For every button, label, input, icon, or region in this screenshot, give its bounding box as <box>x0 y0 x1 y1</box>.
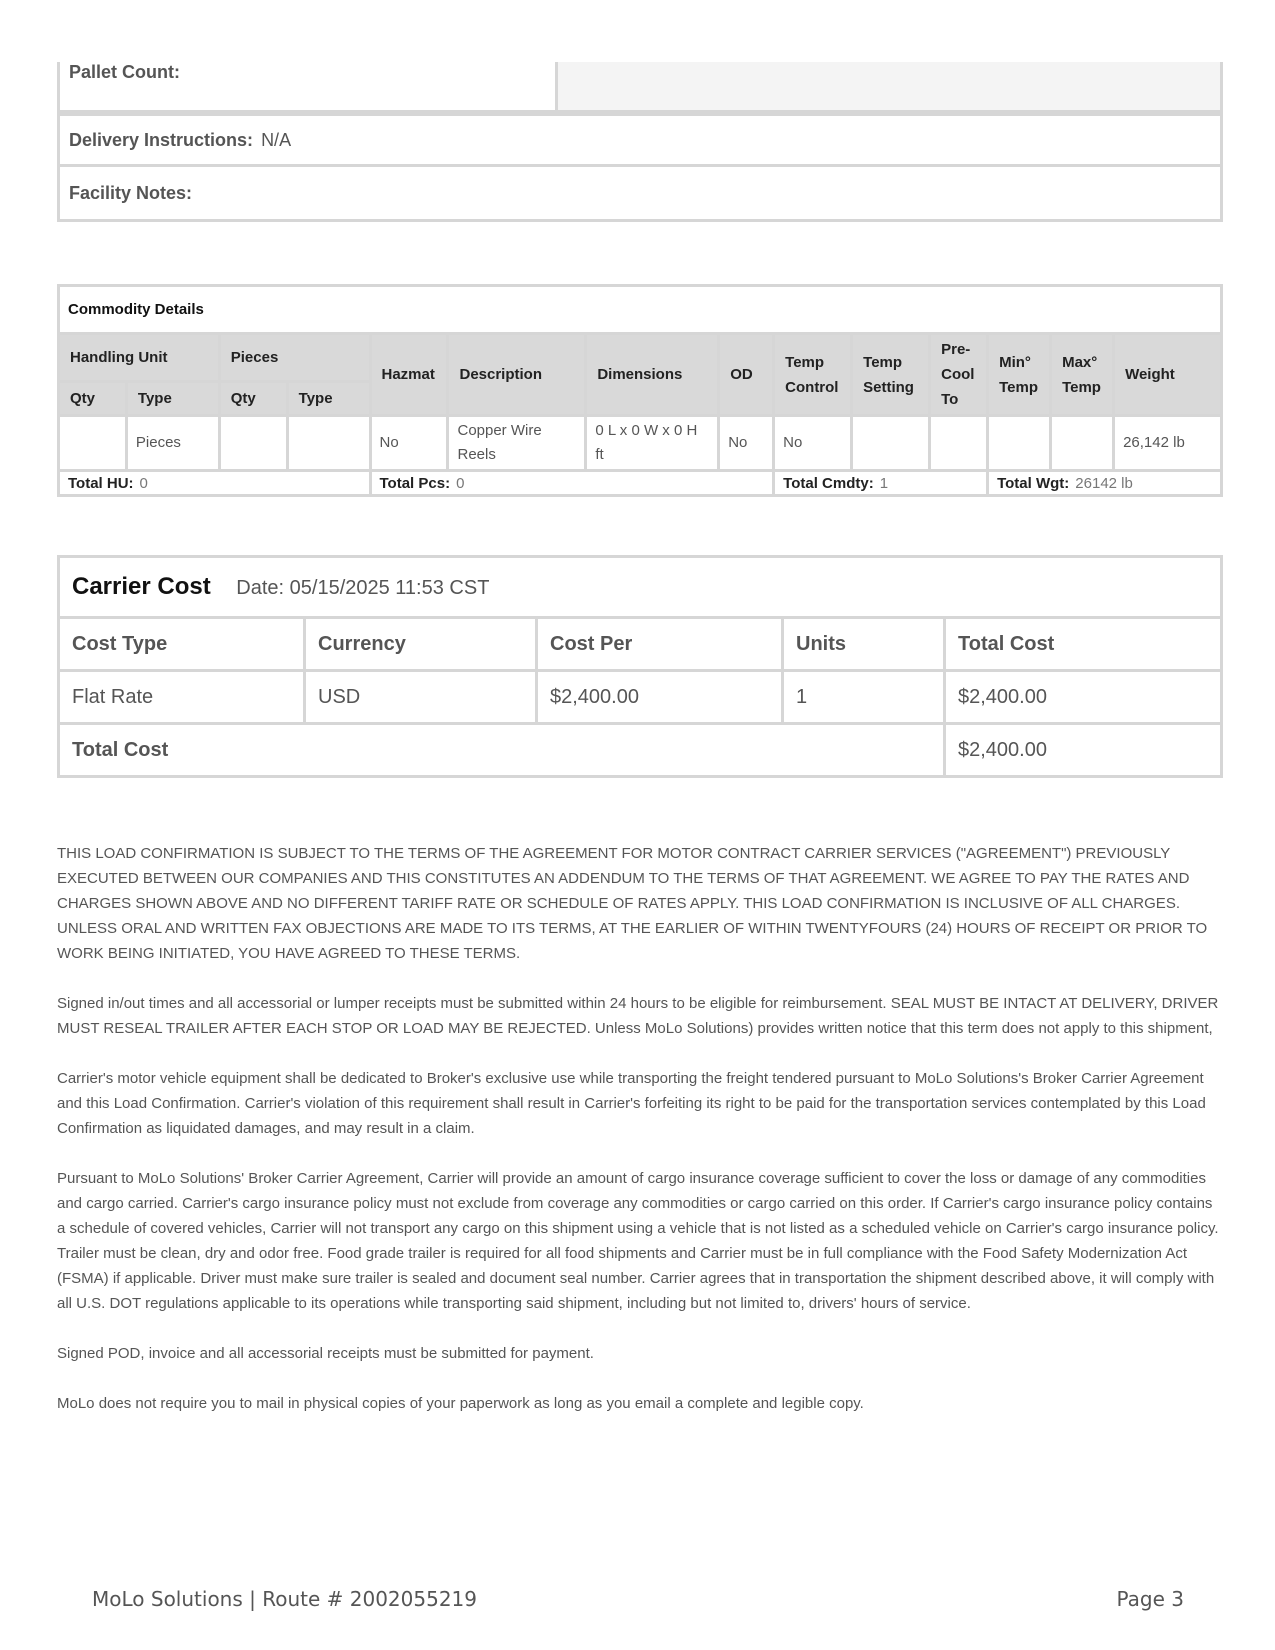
commodity-totals-row <box>59 471 1222 496</box>
units-header: Units <box>783 618 945 671</box>
weight-cell: 26,142 lb <box>1114 416 1222 471</box>
hazmat-cell: No <box>370 416 448 471</box>
total-cmdty <box>774 471 988 496</box>
total-wgt <box>988 471 1222 496</box>
total-pcs-value: 0 <box>456 474 465 492</box>
dimensions-cell: 0 L x 0 W x 0 H ft <box>586 416 719 471</box>
delivery-instructions-label: Delivery Instructions: <box>69 129 254 150</box>
terms-paragraph: Signed POD, invoice and all accessorial receipts must be submitted for payment. <box>57 1345 594 1362</box>
total-wgt-value: 26142 lb <box>1075 474 1133 492</box>
carrier-cost-header <box>59 557 1222 618</box>
temp-setting-header: Temp Setting <box>852 334 930 416</box>
handling-unit-header: Handling Unit <box>59 334 220 382</box>
cost-per-header: Cost Per <box>537 618 783 671</box>
total-cost-header: Total Cost <box>945 618 1222 671</box>
total-hu <box>59 471 371 496</box>
terms-paragraph: Carrier's motor vehicle equipment shall be dedicated to Broker's exclusive use while transporting the freight tendered pursuant to MoLo Solutions's Broker Carrier Agreement and this Load Confirmation. Carrier's violation of this requirement shall result in Carrier's forfeiting its right to be paid for the transportation services contemplated by this Load Confirmation as liquidated damages, and may result in a claim. <box>57 1070 1206 1137</box>
pre-cool-cell <box>930 416 988 471</box>
currency-header: Currency <box>305 618 537 671</box>
min-temp-cell <box>988 416 1051 471</box>
terms-section <box>57 841 1223 1441</box>
facility-section <box>57 62 1223 222</box>
pc-type-header: Type <box>287 381 370 415</box>
cost-header-row <box>59 618 1222 671</box>
units-cell: 1 <box>783 671 945 724</box>
pre-cool-header: Pre-Cool To <box>930 334 988 416</box>
total-wgt-label: Total Wgt: <box>997 474 1070 492</box>
max-temp-cell <box>1051 416 1114 471</box>
terms-paragraph: MoLo does not require you to mail in physical copies of your paperwork as long as you email a complete and legible copy. <box>57 1395 864 1412</box>
pc-qty-header: Qty <box>219 381 287 415</box>
cost-type-header: Cost Type <box>59 618 305 671</box>
od-header: OD <box>719 334 774 416</box>
min-temp-header: Min° Temp <box>988 334 1051 416</box>
pallet-count-row <box>57 62 1223 113</box>
cost-per-cell: $2,400.00 <box>537 671 783 724</box>
total-cmdty-value: 1 <box>879 474 889 492</box>
pallet-count-cell <box>60 62 558 110</box>
max-temp-header: Max° Temp <box>1051 334 1114 416</box>
terms-paragraph: Signed in/out times and all accessorial or lumper receipts must be submitted within 24 hours to be eligible for reimbursement. SEAL MUST BE INTACT AT DELIVERY, DRIVER MUST RESEAL TRAILER AFTER EACH STOP OR LOAD MAY BE REJECTED. Unless MoLo Solutions) provides written notice that this term does not apply to this shipment, <box>57 995 1219 1037</box>
hu-qty-header: Qty <box>59 381 127 415</box>
description-cell: Copper Wire Reels <box>448 416 586 471</box>
total-hu-value: 0 <box>139 474 148 492</box>
delivery-instructions-value: N/A <box>261 129 292 150</box>
pallet-count-label: Pallet Count: <box>69 62 180 82</box>
temp-setting-cell <box>852 416 930 471</box>
total-cmdty-label: Total Cmdty: <box>783 474 874 492</box>
commodity-details-title: Commodity Details <box>59 286 1222 334</box>
temp-control-cell: No <box>774 416 852 471</box>
total-pcs-label: Total Pcs: <box>379 474 451 492</box>
total-cost-value: $2,400.00 <box>945 724 1222 777</box>
pc-qty-cell <box>219 416 287 471</box>
terms-paragraph: THIS LOAD CONFIRMATION IS SUBJECT TO THE TERMS OF THE AGREEMENT FOR MOTOR CONTRACT CARRIER SERVICES ("AGREEMENT") PREVIOUSLY EXECUTED BETWEEN OUR COMPANIES AND THIS CONSTITUTES AN ADDENDUM TO THE TERMS OF THAT AGREEMENT. WE AGREE TO PAY THE RATES AND CHARGES SHOWN ABOVE AND NO DIFFERENT TARIFF RATE OR SCHEDULE OF RATES APPLY. THIS LOAD CONFIRMATION IS INCLUSIVE OF ALL CHARGES. UNLESS ORAL AND WRITTEN FAX OBJECTIONS ARE MADE TO ITS TERMS, AT THE EARLIER OF WITHIN TWENTYFOURS (24) HOURS OF RECEIPT OR PRIOR TO WORK BEING INITIATED, YOU HAVE AGREED TO THESE TERMS. <box>57 845 1208 962</box>
facility-notes-label: Facility Notes: <box>69 182 193 203</box>
carrier-cost-title: Carrier Cost <box>72 573 211 600</box>
facility-notes-row <box>57 167 1223 222</box>
carrier-cost-date: Date: 05/15/2025 11:53 CST <box>236 577 490 599</box>
hu-type-header: Type <box>126 381 219 415</box>
total-hu-label: Total HU: <box>68 474 134 492</box>
commodity-details-table <box>57 284 1223 497</box>
total-cost-cell: $2,400.00 <box>945 671 1222 724</box>
cost-total-row <box>59 724 1222 777</box>
weight-header: Weight <box>1114 334 1222 416</box>
pieces-header: Pieces <box>219 334 370 382</box>
temp-control-header: Temp Control <box>774 334 852 416</box>
terms-paragraph: Pursuant to MoLo Solutions' Broker Carrier Agreement, Carrier will provide an amount of cargo insurance coverage sufficient to cover the loss or damage of any commodities and cargo carried. Carrier's cargo insurance policy must not exclude from coverage any commodities or cargo carried on this order. If Carrier's cargo insurance policy contains a schedule of covered vehicles, Carrier will not transport any cargo on this shipment using a vehicle that is not listed as a scheduled vehicle on Carrier's cargo insurance policy. Trailer must be clean, dry and odor free. Food grade trailer is required for all food shipments and Carrier must be in full compliance with the Food Safety Modernization Act (FSMA) if applicable. Driver must make sure trailer is sealed and document seal number. Carrier agrees that in transportation the shipment described above, it will comply with all U.S. DOT regulations applicable to its operations while transporting said shipment, including but not limited to, drivers' hours of service. <box>57 1170 1219 1312</box>
od-cell: No <box>719 416 774 471</box>
cost-type-cell: Flat Rate <box>59 671 305 724</box>
hu-type-cell: Pieces <box>126 416 219 471</box>
description-header: Description <box>448 334 586 416</box>
dimensions-header: Dimensions <box>586 334 719 416</box>
footer-page-number: Page 3 <box>1116 1587 1184 1611</box>
commodity-row <box>59 416 1222 471</box>
hu-qty-cell <box>59 416 127 471</box>
total-pcs <box>370 471 774 496</box>
pallet-count-value-cell <box>558 62 1220 110</box>
hazmat-header: Hazmat <box>370 334 448 416</box>
currency-cell: USD <box>305 671 537 724</box>
footer-route: MoLo Solutions | Route # 2002055219 <box>92 1587 477 1611</box>
pc-type-cell <box>287 416 370 471</box>
delivery-instructions-row <box>57 113 1223 167</box>
total-cost-label: Total Cost <box>59 724 945 777</box>
carrier-cost-table <box>57 555 1223 778</box>
cost-row <box>59 671 1222 724</box>
